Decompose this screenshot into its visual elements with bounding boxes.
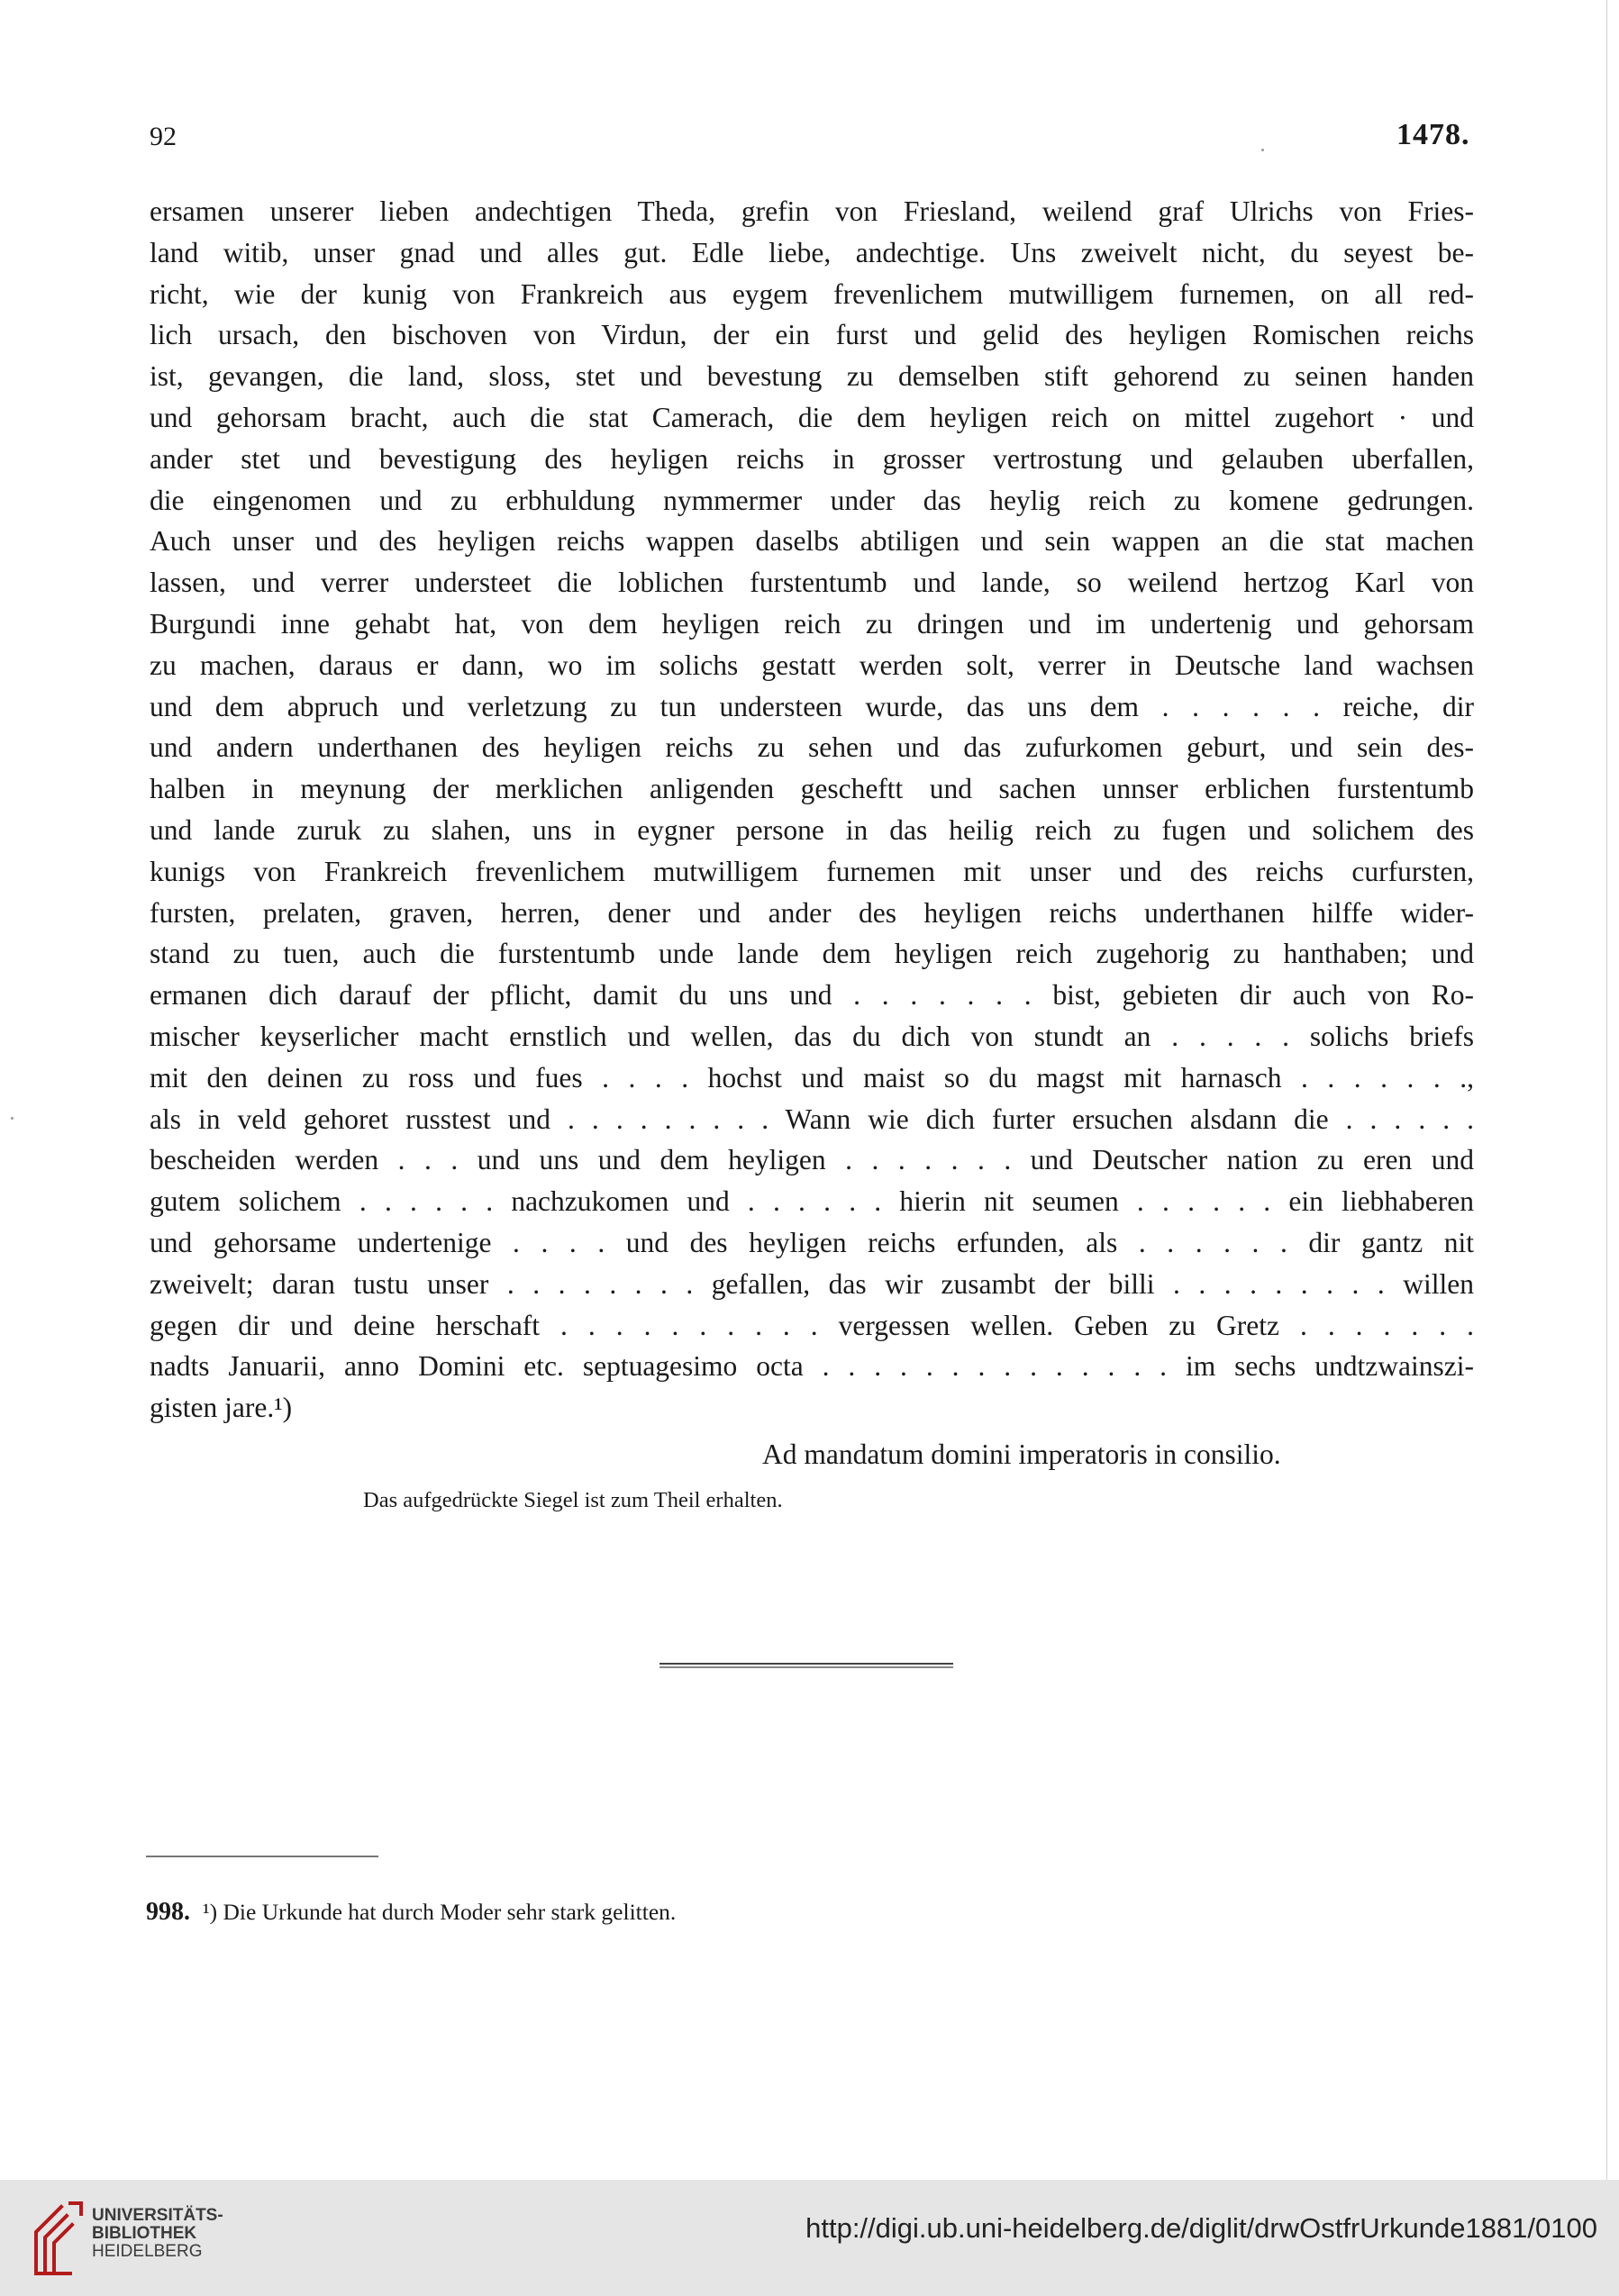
scan-speck [1261,149,1264,151]
text-line: gutem solichem . . . . . . nachzukomen und . . . . . . hierin nit seumen . . . . . . ein liebhaberen [150,1185,1474,1218]
text-line: halben in meynung der merklichen anligenden gescheftt und sachen unnser erblichen furstentumb [150,773,1474,805]
text-line: richt, wie der kunig von Frankreich aus eygem frevenlichem mutwilligem furnemen, on all red- [150,277,1474,310]
footnote-text: ¹) Die Urkunde hat durch Moder sehr stark gelitten. [203,1899,677,1925]
signature-line: Ad mandatum domini imperatoris in consilio. [762,1438,1281,1470]
text-line: und gehorsam bracht, auch die stat Camerach, die dem heyligen reich on mittel zugehort · und [150,401,1474,433]
text-line: und andern underthanen des heyligen reichs zu sehen und das zufurkomen geburt, und sein des- [150,731,1474,764]
seal-note: Das aufgedrückte Siegel ist zum Theil erhalten. [363,1488,783,1512]
text-line: bescheiden werden . . . und uns und dem heyligen . . . . . . . und Deutscher nation zu eren und [150,1144,1474,1176]
source-url-link[interactable]: http://digi.ub.uni-heidelberg.de/diglit/drwOstfrUrkunde1881/0100 [805,2212,1597,2244]
university-library-logo-icon[interactable] [31,2196,86,2279]
text-line: und dem abpruch und verletzung zu tun understeen wurde, das uns dem . . . . . . reiche, dir [150,690,1474,722]
text-line: stand zu tuen, auch die furstentumb unde lande dem heyligen reich zugehorig zu hanthaben; und [150,938,1474,970]
footnote [146,1898,676,1927]
text-line: zu machen, daraus er dann, wo im solichs gestatt werden solt, verrer in Deutsche land wachsen [150,649,1474,681]
text-line: kunigs von Frankreich frevenlichem mutwilligem furnemen mit unser und des reichs curfursten, [150,855,1474,887]
library-name-line3: HEIDELBERG [92,2242,203,2261]
text-line: ander stet und bevestigung des heyligen reichs in grosser vertrostung und gelauben uberfallen, [150,442,1474,475]
text-line: gisten jare.¹) [150,1392,293,1424]
text-line: lassen, und verrer understeet die loblichen furstentumb und lande, so weilend hertzog Karl von [150,567,1474,599]
text-line: mischer keyserlicher macht ernstlich und wellen, das du dich von stundt an . . . . . solichs briefs [150,1020,1474,1052]
page-number: 92 [150,122,177,151]
text-line: fursten, prelaten, graven, herren, dener und ander des heyligen reichs underthanen hilffe wider- [150,896,1474,929]
body-text [150,191,1474,1429]
page-edge-line [1606,0,1607,2180]
text-line: zweivelt; daran tustu unser . . . . . . . . gefallen, das wir zusambt der billi . . . . . . . . . willen [150,1267,1474,1300]
text-line: die eingenomen und zu erbhuldung nymmermer under das heylig reich zu komene gedrungen. [150,484,1474,516]
library-name [92,2207,223,2261]
text-line: und gehorsame undertenige . . . . und des heyligen reichs erfunden, als . . . . . . dir gantz nit [150,1226,1474,1258]
library-name-line1: UNIVERSITÄTS- [92,2206,223,2225]
text-line: land witib, unser gnad und alles gut. Edle liebe, andechtige. Uns zweivelt nicht, du seyest be- [150,236,1474,268]
text-line: ersamen unserer lieben andechtigen Theda, grefin von Friesland, weilend graf Ulrichs von Fries- [150,195,1474,227]
text-line: gegen dir und deine herschaft . . . . . . . . . . vergessen wellen. Geben zu Gretz . . . . . . . [150,1309,1474,1341]
library-name-line2: BIBLIOTHEK [92,2224,197,2243]
text-line: nadts Januarii, anno Domini etc. septuagesimo octa . . . . . . . . . . . . . . im sechs undtzwainszi- [150,1350,1474,1383]
footnote-number: 998. [146,1898,190,1926]
section-separator [659,1663,953,1669]
footer-bar [0,2180,1619,2296]
text-line: ist, gevangen, die land, sloss, stet und bevestung zu demselben stift gehorend zu seinen handen [150,360,1474,393]
scan-speck [11,1117,14,1120]
text-line: mit den deinen zu ross und fues . . . . hochst und maist so du magst mit harnasch . . . . . . ., [150,1061,1474,1094]
text-line: und lande zuruk zu slahen, uns in eygner persone in das heilig reich zu fugen und solichem des [150,813,1474,846]
footnote-rule [146,1856,378,1857]
text-line: als in veld gehoret russtest und . . . . . . . . . Wann wie dich furter ersuchen alsdann die . . . . . . [150,1103,1474,1135]
text-line: lich ursach, den bischoven von Virdun, der ein furst und gelid des heyligen Romischen reichs [150,319,1474,351]
text-line: Auch unser und des heyligen reichs wappen daselbs abtiligen und sein wappen an die stat machen [150,525,1474,558]
page-year: 1478. [1396,118,1470,151]
text-line: Burgundi inne gehabt hat, von dem heyligen reich zu dringen und im undertenig und gehorsam [150,607,1474,640]
text-line: ermanen dich darauf der pflicht, damit du uns und . . . . . . . bist, gebieten dir auch von Ro- [150,979,1474,1012]
